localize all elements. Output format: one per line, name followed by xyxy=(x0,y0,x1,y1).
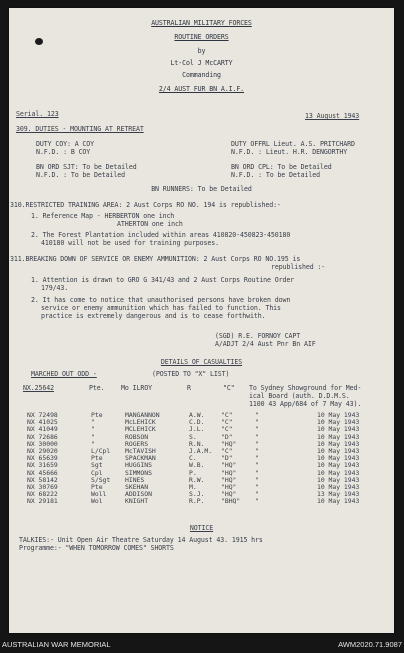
s309-right-3: BN ORD CPL: To be Detailed xyxy=(231,163,332,171)
cell-rank: Pte xyxy=(91,454,103,463)
cell-coy: "HQ" xyxy=(221,483,237,492)
cell-init: S.J. xyxy=(189,490,205,499)
cell-date: 10 May 1943 xyxy=(317,439,360,448)
casualties-title: DETAILS OF CASUALTIES xyxy=(160,358,243,366)
order-date: 13 August 1943 xyxy=(305,112,360,120)
cell-rank: S/Sgt xyxy=(91,475,111,484)
cell-init: C. xyxy=(189,454,197,463)
cell-rank: " xyxy=(91,418,95,427)
cell-nx: NX 65639 xyxy=(27,454,58,463)
head-coy: "C" xyxy=(223,384,235,392)
cell-coy: "D" xyxy=(221,454,233,463)
cell-d: " xyxy=(255,490,259,499)
s309-right-2: N.F.D. : Lieut. H.R. DENGORTHY xyxy=(231,148,348,156)
cell-nx: NX 29020 xyxy=(27,447,58,456)
serial-number: Serial. 123 xyxy=(16,110,59,118)
cell-init: J.L. xyxy=(189,425,205,434)
s311-para-1b: 179/43. xyxy=(41,284,69,292)
s311-title-2: republished :- xyxy=(271,263,326,271)
cell-nx: NX 30000 xyxy=(27,439,58,448)
cell-d: " xyxy=(255,454,259,463)
cell-d: " xyxy=(255,418,259,427)
cell-nx: NX 30769 xyxy=(27,483,58,492)
s309-title: 309. DUTIES - MOUNTING AT RETREAT xyxy=(16,125,144,133)
footer-left: AUSTRALIAN WAR MEMORIAL xyxy=(2,640,111,649)
cell-nx: NX 41049 xyxy=(27,425,58,434)
cell-rank: Wol xyxy=(91,497,103,506)
s309-left-1: DUTY COY: A COY xyxy=(36,140,95,148)
cell-date: 10 May 1943 xyxy=(317,425,360,434)
cell-coy: "BHQ" xyxy=(221,497,241,506)
cell-date: 10 May 1943 xyxy=(317,483,360,492)
cell-nx: NX 58142 xyxy=(27,475,58,484)
cell-date: 10 May 1943 xyxy=(317,461,360,470)
cell-init: M. xyxy=(189,483,197,492)
cell-name: SPACKMAN xyxy=(125,454,156,463)
cell-d: " xyxy=(255,475,259,484)
s309-runners: BN RUNNERS: To be Detailed xyxy=(151,185,252,193)
cell-nx: NX 41025 xyxy=(27,418,58,427)
cell-date: 10 May 1943 xyxy=(317,418,360,427)
cell-init: R.P. xyxy=(189,497,205,506)
head-nx: NX.25642 xyxy=(23,384,54,392)
casualties-table xyxy=(27,412,359,506)
cell-d: " xyxy=(255,439,259,448)
cell-d: " xyxy=(255,483,259,492)
cell-date: 10 May 1943 xyxy=(317,475,360,484)
s311-para-2b: service or enemy ammunition which has failed to function. This xyxy=(41,304,281,312)
s311-para-1a: 1. Attention is drawn to GRO G 341/43 and 2 Aust Corps Routine Order xyxy=(31,276,295,284)
cell-d: " xyxy=(255,425,259,434)
s310-title: 310.RESTRICTED TRAINING AREA: 2 Aust Corps RO NO. 194 is republished:- xyxy=(10,201,281,209)
cell-d: " xyxy=(255,497,259,506)
cell-coy: "HQ" xyxy=(221,475,237,484)
cell-name: KNIGHT xyxy=(125,497,149,506)
cell-nx: NX 31659 xyxy=(27,461,58,470)
cell-name: SKEHAN xyxy=(125,483,149,492)
header-line-1: AUSTRALIAN MILITARY FORCES xyxy=(151,19,252,27)
header-line-5: Commanding xyxy=(182,71,221,79)
footer-bar xyxy=(0,634,404,653)
head-destination-2: ical Board (auth. D.D.M.S. xyxy=(249,392,350,400)
cell-name: MCLEHICK xyxy=(125,425,156,434)
s309-left-2: N.F.D. : B COY xyxy=(36,148,91,156)
cell-name: HINES xyxy=(125,475,145,484)
cell-rank: Cpl xyxy=(91,468,103,477)
cell-coy: "C" xyxy=(221,425,233,434)
cell-d: " xyxy=(255,447,259,456)
cell-init: P. xyxy=(189,468,197,477)
cell-nx: NX 29181 xyxy=(27,497,58,506)
head-rank: Pte. xyxy=(89,384,105,392)
cell-coy: "HQ" xyxy=(221,468,237,477)
s310-para-2a: 2. The Forest Plantation included within areas 410820-450823-450180 xyxy=(31,231,291,239)
cell-coy: "C" xyxy=(221,411,233,419)
cell-rank: Pte xyxy=(91,411,103,419)
cell-name: McTAVISH xyxy=(125,447,156,456)
cell-init: S. xyxy=(189,432,197,441)
cell-name: HUGGINS xyxy=(125,461,152,470)
document-page xyxy=(9,8,394,633)
head-name: Mo ILROY xyxy=(121,384,152,392)
notice-line-1: TALKIES:- Unit Open Air Theatre Saturday 14 August 43. 1915 hrs xyxy=(19,536,263,544)
cell-rank: " xyxy=(91,425,95,434)
cell-init: A.W. xyxy=(189,411,205,419)
s309-left-3: BN ORD SJT: To be Detailed xyxy=(36,163,137,171)
s310-para-1a: 1. Reference Map - HERBERTON one inch xyxy=(31,212,175,220)
posted-label: (POSTED TO "X" LIST) xyxy=(152,370,230,378)
signature-line-2: A/ADJT 2/4 Aust Pnr Bn AIF xyxy=(215,340,316,348)
cell-d: " xyxy=(255,461,259,470)
marched-out-label: MARCHED OUT ODD - xyxy=(31,370,97,378)
notice-title: NOTICE xyxy=(189,524,214,532)
cell-d: " xyxy=(255,411,259,419)
s310-para-1b: ATHERTON one inch xyxy=(117,220,183,228)
s309-left-4: N.F.D. : To be Detailed xyxy=(36,171,126,179)
header-line-2: ROUTINE ORDERS xyxy=(174,33,229,41)
cell-init: J.A.M. xyxy=(189,447,213,456)
header-line-4: Lt-Col J McCARTY xyxy=(170,59,233,67)
cell-d: " xyxy=(255,432,259,441)
cell-name: MANGANNON xyxy=(125,411,160,419)
s309-right-4: N.F.D. : To be Detailed xyxy=(231,171,321,179)
cell-coy: "C" xyxy=(221,447,233,456)
cell-rank: " xyxy=(91,439,95,448)
table-row xyxy=(27,498,359,505)
cell-date: 10 May 1943 xyxy=(317,447,360,456)
cell-nx: NX 68222 xyxy=(27,490,58,499)
cell-date: 10 May 1943 xyxy=(317,454,360,463)
cell-init: C.D. xyxy=(189,418,205,427)
cell-date: 10 May 1943 xyxy=(317,468,360,477)
s311-title: 311.BREAKING DOWN OF SERVICE OR ENEMY AMMUNITION: 2 Aust Corps RO NO.195 is xyxy=(10,255,301,263)
header-line-3: by xyxy=(197,47,206,55)
head-destination-1: To Sydney Showground for Med- xyxy=(249,384,362,392)
cell-nx: NX 72686 xyxy=(27,432,58,441)
cell-nx: NX 72498 xyxy=(27,411,58,419)
cell-date: 10 May 1943 xyxy=(317,411,360,419)
cell-name: ROGERS xyxy=(125,439,149,448)
cell-rank: Woll xyxy=(91,490,107,499)
header-line-6: 2/4 AUST FUR BN A.I.F. xyxy=(158,85,245,93)
cell-rank: Sgt xyxy=(91,461,103,470)
cell-name: ROBSON xyxy=(125,432,149,441)
cell-init: R.W. xyxy=(189,475,205,484)
footer-right: AWM2020.71.9087 xyxy=(338,640,402,649)
cell-rank: Pte xyxy=(91,483,103,492)
cell-coy: "HQ" xyxy=(221,439,237,448)
cell-d: " xyxy=(255,468,259,477)
cell-coy: "HQ" xyxy=(221,490,237,499)
cell-date: 13 May 1943 xyxy=(317,490,360,499)
head-destination-3: 1100 43 App/684 of 7 May 43). xyxy=(249,400,362,408)
cell-date: 10 May 1943 xyxy=(317,432,360,441)
cell-name: ADDISON xyxy=(125,490,152,499)
cell-name: SIMMONS xyxy=(125,468,152,477)
s311-para-2a: 2. It has come to notice that unauthorised persons have broken down xyxy=(31,296,291,304)
s309-right-1: DUTY OFFRL Lieut. A.S. PRITCHARD xyxy=(231,140,355,148)
cell-date: 10 May 1943 xyxy=(317,497,360,506)
cell-rank: L/Cpl xyxy=(91,447,111,456)
head-initials: R xyxy=(187,384,191,392)
cell-coy: "C" xyxy=(221,418,233,427)
cell-name: McLEHICK xyxy=(125,418,156,427)
cell-coy: "D" xyxy=(221,432,233,441)
notice-line-2: Programme:- "WHEN TOMORROW COMES" SHORTS xyxy=(19,544,174,552)
s311-para-2c: practice is extremely dangerous and is to cease forthwith. xyxy=(41,312,266,320)
cell-nx: NX 45666 xyxy=(27,468,58,477)
cell-rank: " xyxy=(91,432,95,441)
cell-init: W.B. xyxy=(189,461,205,470)
signature-line-1: (SGD) R.E. FORNOY CAPT xyxy=(215,332,301,340)
cell-init: R.N. xyxy=(189,439,205,448)
s310-para-2b: 410180 will not be used for training purposes. xyxy=(41,239,220,247)
cell-coy: "HQ" xyxy=(221,461,237,470)
